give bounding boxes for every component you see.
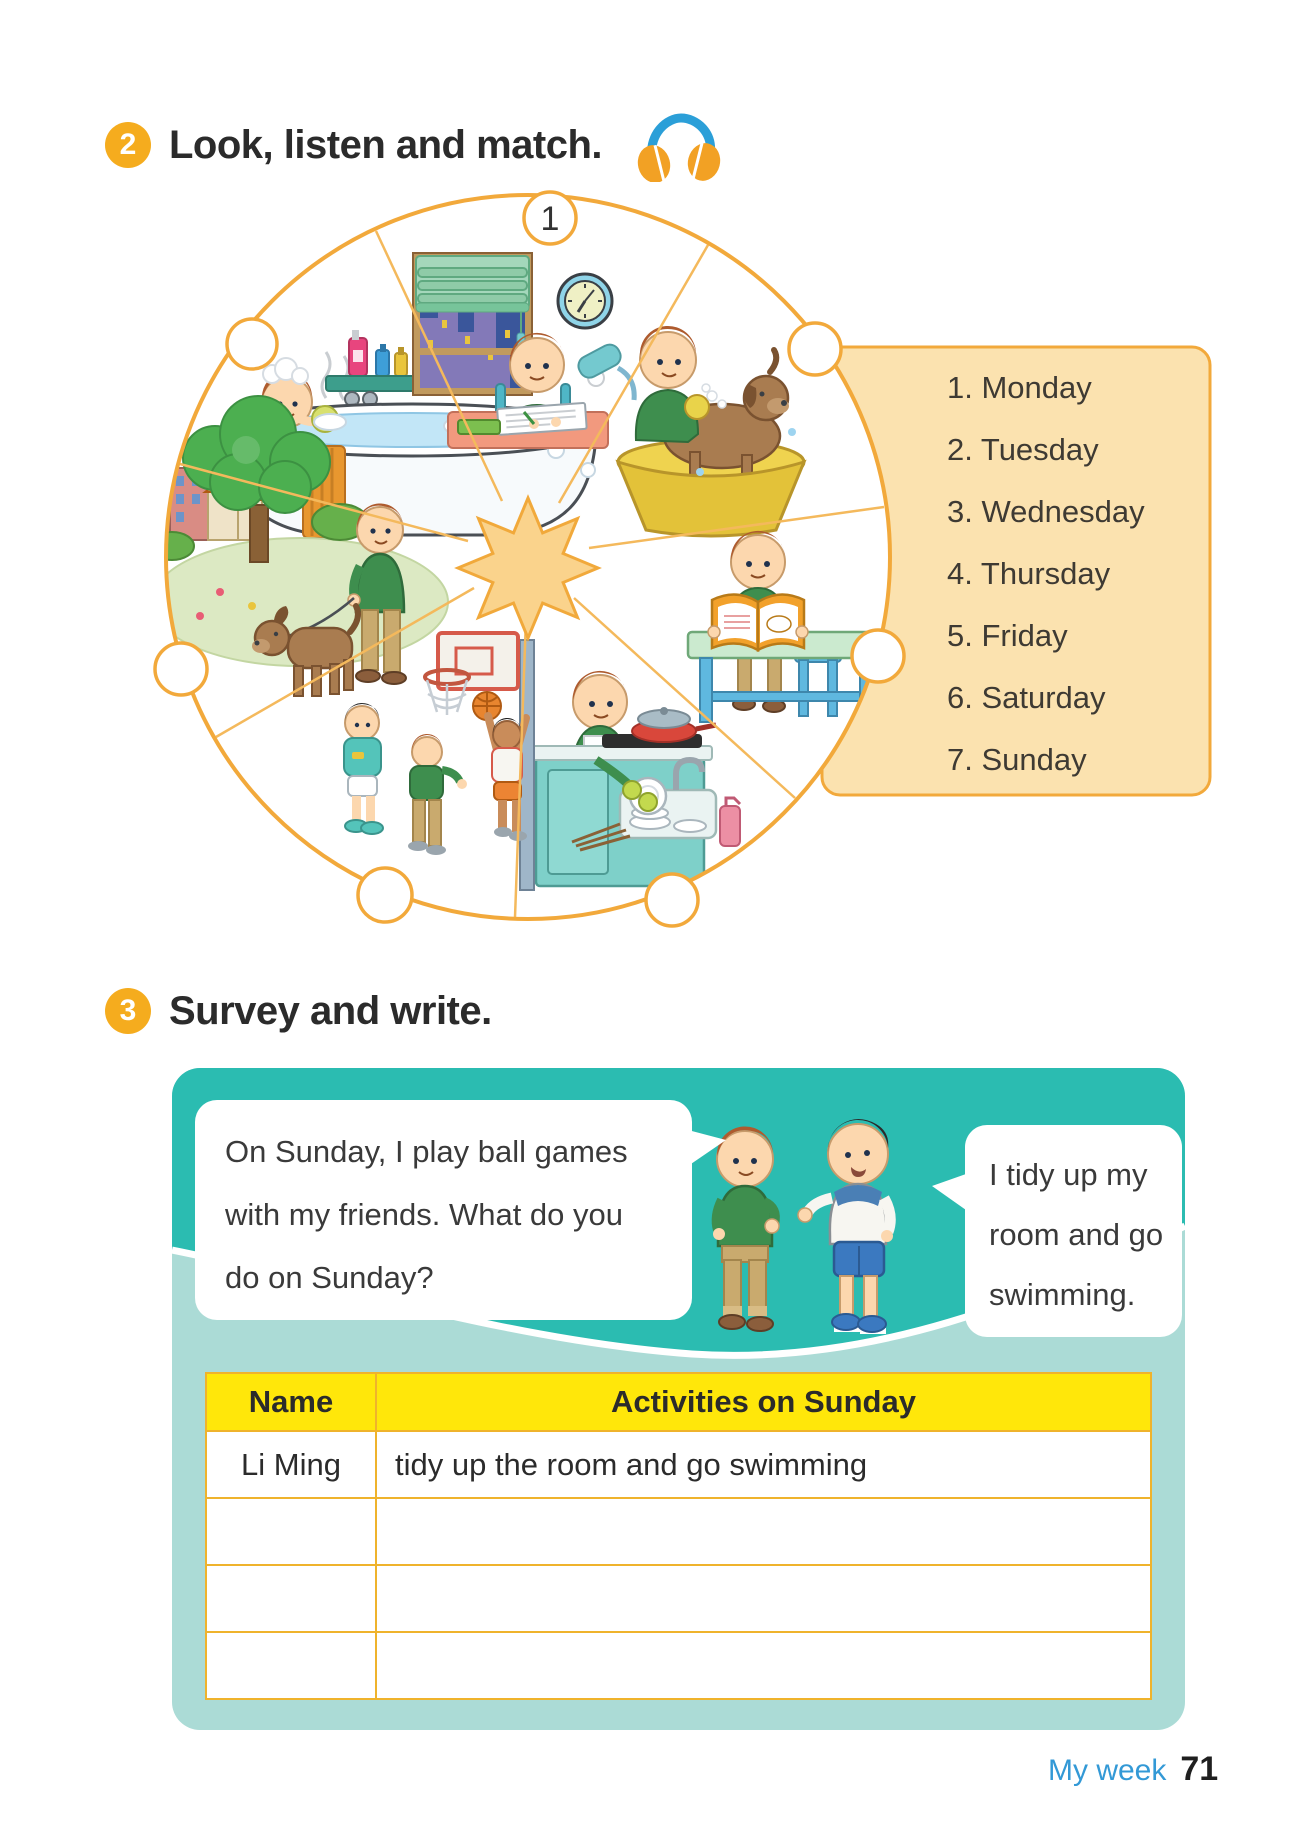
bubble-text: with my friends. What do you (225, 1197, 623, 1232)
cell-name: Li Ming (206, 1431, 376, 1498)
page-footer (1048, 1750, 1218, 1789)
day-item: 3. Wednesday (947, 494, 1145, 529)
bubble-text: do on Sunday? (225, 1260, 434, 1295)
cell-name (206, 1498, 376, 1565)
speech-bubble-right-tail (932, 1174, 966, 1210)
cell-activity (376, 1565, 1151, 1632)
day-item: 1. Monday (947, 370, 1092, 405)
bubble-text: On Sunday, I play ball games (225, 1134, 628, 1169)
activity3-number-badge: 3 (105, 988, 151, 1034)
day-item: 5. Friday (947, 618, 1068, 653)
activity2-title: Look, listen and match. (169, 122, 603, 167)
cell-name (206, 1632, 376, 1699)
day-item: 4. Thursday (947, 556, 1111, 591)
table-row (206, 1431, 1151, 1498)
header-name: Name (206, 1373, 376, 1431)
survey-table (205, 1372, 1152, 1700)
activity3-header (105, 988, 492, 1034)
unit-title: My week (1048, 1754, 1167, 1787)
header-activities: Activities on Sunday (376, 1373, 1151, 1431)
cell-activity (376, 1498, 1151, 1565)
bubble-text: I tidy up my (989, 1157, 1148, 1192)
match-wheel (120, 150, 1240, 980)
bubble-text: swimming. (989, 1277, 1136, 1312)
day-item: 7. Sunday (947, 742, 1087, 777)
table-row (206, 1632, 1151, 1699)
table-row (206, 1565, 1151, 1632)
wheel-center-star (458, 498, 598, 638)
survey-panel (172, 1068, 1185, 1730)
bubble-text: room and go (989, 1217, 1164, 1252)
cell-activity: tidy up the room and go swimming (376, 1431, 1151, 1498)
example-marker: 1 (540, 200, 560, 238)
table-row (206, 1498, 1151, 1565)
cell-activity (376, 1632, 1151, 1699)
cell-name (206, 1565, 376, 1632)
day-item: 6. Saturday (947, 680, 1106, 715)
activity3-title: Survey and write. (169, 988, 492, 1033)
speech-bubble-right (965, 1125, 1182, 1337)
table-header-row (206, 1373, 1151, 1431)
activity2-number-badge: 2 (105, 122, 151, 168)
speech-bubble-left-tail (688, 1130, 726, 1166)
speech-bubble-left (195, 1100, 692, 1320)
day-item: 2. Tuesday (947, 432, 1099, 467)
page-number: 71 (1180, 1750, 1219, 1788)
